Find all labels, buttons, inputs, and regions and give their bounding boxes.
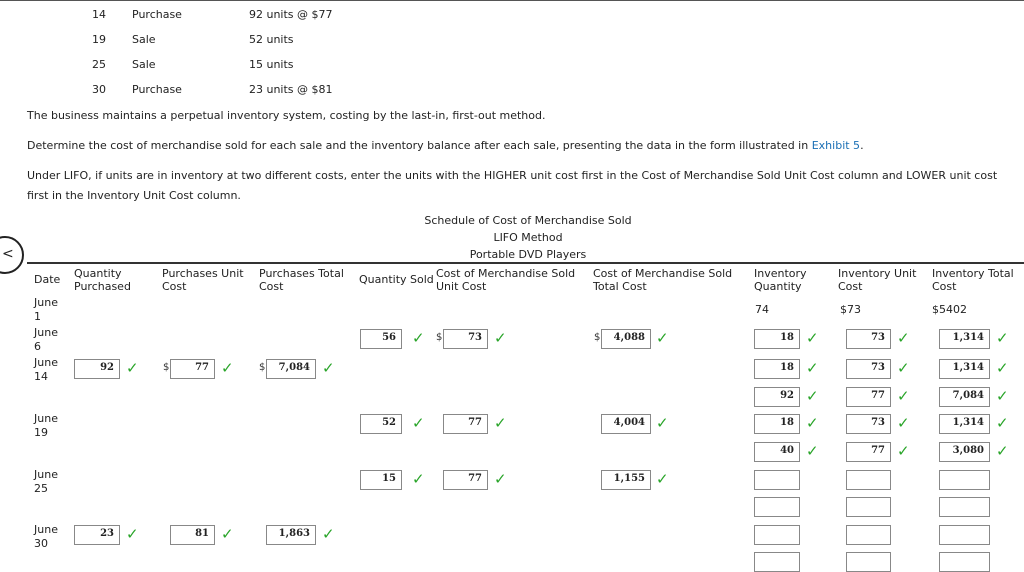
check-icon: ✓ [806,442,819,460]
inventory-total-cost-input[interactable] [939,552,990,572]
exhibit-5-link[interactable]: Exhibit 5 [811,139,861,152]
date-june-1: June 1 [34,296,58,323]
chevron-left-icon: < [2,246,14,262]
inventory-unit-cost-input[interactable]: 73 [846,329,891,349]
purchases-unit-cost-input[interactable]: 81 [170,525,215,545]
cms-unit-cost-input[interactable]: 73 [443,329,488,349]
check-icon: ✓ [996,387,1009,405]
check-icon: ✓ [412,470,425,488]
schedule-method: LIFO Method [493,231,563,244]
schedule-title: Schedule of Cost of Merchandise Sold [424,214,632,227]
check-icon: ✓ [494,470,507,488]
inventory-quantity-input[interactable] [754,497,800,517]
check-icon: ✓ [494,414,507,432]
check-icon: ✓ [806,329,819,347]
qty-sold-input[interactable]: 56 [360,329,402,349]
inventory-total-cost-input[interactable]: 3,080 [939,442,990,462]
inventory-total-cost-input[interactable]: 1,314 [939,329,990,349]
header-qty-sold: Quantity Sold [359,273,434,286]
txn-detail: 92 units @ $77 [249,8,333,21]
check-icon: ✓ [897,387,910,405]
inventory-unit-cost-input[interactable] [846,525,891,545]
check-icon: ✓ [322,525,335,543]
header-purchases-total-cost: Purchases Total Cost [259,267,344,293]
txn-type: Sale [132,58,156,71]
schedule-product: Portable DVD Players [469,248,587,261]
inventory-quantity-input[interactable] [754,470,800,490]
inventory-unit-cost-input[interactable] [846,497,891,517]
check-icon: ✓ [221,525,234,543]
txn-type: Sale [132,33,156,46]
inventory-unit-cost-input[interactable] [846,470,891,490]
inventory-quantity-input[interactable]: 40 [754,442,800,462]
inventory-quantity-input[interactable] [754,525,800,545]
txn-day: 19 [92,33,106,46]
inventory-unit-cost-input[interactable]: 77 [846,442,891,462]
purchases-unit-cost-input[interactable]: 77 [170,359,215,379]
header-date: Date [34,273,61,286]
instruction-lifo: The business maintains a perpetual inventory system, costing by the last-in, first-out method. [27,109,546,122]
inventory-total-cost-input[interactable]: 1,314 [939,414,990,434]
txn-detail: 23 units @ $81 [249,83,333,96]
cms-unit-cost-input[interactable]: 77 [443,414,488,434]
header-inventory-quantity: Inventory Quantity [754,267,807,293]
qty-sold-input[interactable]: 15 [360,470,402,490]
inventory-quantity-input[interactable]: 18 [754,414,800,434]
check-icon: ✓ [656,470,669,488]
header-rule [27,262,1024,264]
check-icon: ✓ [897,359,910,377]
qty-purchased-input[interactable]: 23 [74,525,120,545]
inventory-quantity-input[interactable]: 18 [754,359,800,379]
top-divider [0,0,1024,1]
header-cms-total-cost: Cost of Merchandise Sold Total Cost [593,267,733,293]
inventory-unit-cost-input[interactable] [846,552,891,572]
date-june-6: June 6 [34,326,58,353]
date-june-14: June 14 [34,356,58,383]
dollar-sign: $ [163,362,170,373]
txn-day: 30 [92,83,106,96]
check-icon: ✓ [126,525,139,543]
cms-unit-cost-input[interactable]: 77 [443,470,488,490]
instruction-determine-text: Determine the cost of merchandise sold for each sale and the inventory balance after each sale, presenting the data in the form illustrated in [27,139,809,152]
check-icon: ✓ [221,359,234,377]
txn-detail: 52 units [249,33,294,46]
date-june-30: June 30 [34,523,58,550]
inventory-total-cost-input[interactable]: 7,084 [939,387,990,407]
txn-day: 25 [92,58,106,71]
cms-total-cost-input[interactable]: 4,004 [601,414,651,434]
inventory-quantity-value: 74 [755,303,769,316]
inventory-quantity-input[interactable]: 18 [754,329,800,349]
header-qty-purchased: Quantity Purchased [74,267,131,293]
check-icon: ✓ [996,329,1009,347]
check-icon: ✓ [996,359,1009,377]
check-icon: ✓ [412,414,425,432]
date-june-25: June 25 [34,468,58,495]
header-cms-unit-cost: Cost of Merchandise Sold Unit Cost [436,267,576,293]
inventory-unit-cost-input[interactable]: 73 [846,414,891,434]
qty-sold-input[interactable]: 52 [360,414,402,434]
purchases-total-cost-input[interactable]: 7,084 [266,359,316,379]
dollar-sign: $ [594,332,601,343]
txn-detail: 15 units [249,58,294,71]
txn-type: Purchase [132,8,182,21]
inventory-quantity-input[interactable]: 92 [754,387,800,407]
check-icon: ✓ [897,414,910,432]
txn-day: 14 [92,8,106,21]
check-icon: ✓ [656,329,669,347]
check-icon: ✓ [806,359,819,377]
inventory-total-cost-input[interactable] [939,470,990,490]
inventory-unit-cost-input[interactable]: 77 [846,387,891,407]
check-icon: ✓ [656,414,669,432]
check-icon: ✓ [897,442,910,460]
inventory-total-cost-input[interactable]: 1,314 [939,359,990,379]
qty-purchased-input[interactable]: 92 [74,359,120,379]
check-icon: ✓ [494,329,507,347]
cms-total-cost-input[interactable]: 4,088 [601,329,651,349]
cms-total-cost-input[interactable]: 1,155 [601,470,651,490]
inventory-unit-cost-input[interactable]: 73 [846,359,891,379]
check-icon: ✓ [806,387,819,405]
date-june-19: June 19 [34,412,58,439]
header-inventory-unit-cost: Inventory Unit Cost [838,267,917,293]
txn-type: Purchase [132,83,182,96]
inventory-quantity-input[interactable] [754,552,800,572]
check-icon: ✓ [996,414,1009,432]
check-icon: ✓ [996,442,1009,460]
instruction-determine: Determine the cost of merchandise sold for each sale and the inventory balance after each sale, presenting the data in the form illustrated in Exhibit 5. [27,139,864,152]
purchases-total-cost-input[interactable]: 1,863 [266,525,316,545]
header-inventory-total-cost: Inventory Total Cost [932,267,1014,293]
header-purchases-unit-cost: Purchases Unit Cost [162,267,244,293]
check-icon: ✓ [126,359,139,377]
dollar-sign: $ [259,362,266,373]
check-icon: ✓ [897,329,910,347]
inventory-total-cost-value: $5402 [932,303,967,316]
check-icon: ✓ [806,414,819,432]
check-icon: ✓ [412,329,425,347]
check-icon: ✓ [322,359,335,377]
inventory-unit-cost-value: $73 [840,303,861,316]
dollar-sign: $ [436,332,443,343]
instruction-under-lifo: Under LIFO, if units are in inventory at two different costs, enter the units with the HIGHER unit cost first in the Cost of Merchandise Sold Unit Cost column and LOWER unit cost first in the Inventory Unit Cost column. [27,169,998,202]
inventory-total-cost-input[interactable] [939,525,990,545]
inventory-total-cost-input[interactable] [939,497,990,517]
